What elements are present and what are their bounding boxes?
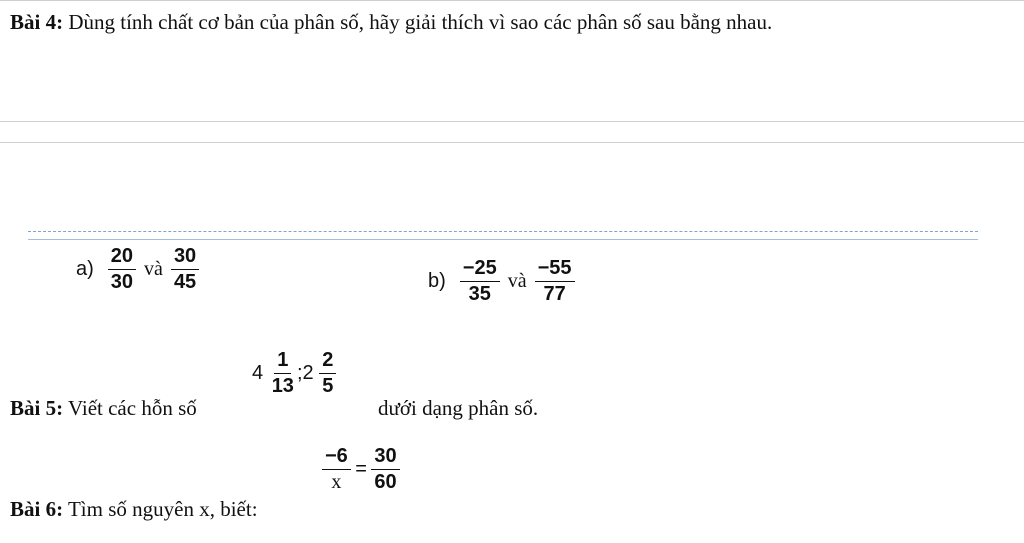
fraction-denominator: 77 <box>543 283 566 305</box>
dashed-divider <box>28 231 978 232</box>
fraction-b1 <box>460 258 500 305</box>
exercise-6-label: Bài 6: <box>10 497 64 521</box>
mixed2-whole: 2 <box>302 362 314 384</box>
blue-rule <box>28 239 978 240</box>
fraction-denominator: 45 <box>173 271 197 293</box>
top-border <box>0 0 1024 1</box>
part-b <box>428 258 575 305</box>
divider-bottom <box>0 142 1024 143</box>
exercise-5-label: Bài 5: <box>10 396 64 420</box>
exercise-4-label: Bài 4: <box>10 10 64 34</box>
exercise-6-text: Tìm số nguyên x, biết: <box>63 497 258 521</box>
fraction-numerator: −25 <box>460 258 500 282</box>
part-a <box>76 246 199 293</box>
exercise-5-prompt <box>10 396 197 421</box>
fraction-a1 <box>108 246 136 293</box>
fraction-denominator: 5 <box>322 375 334 397</box>
part-a-connector: và <box>144 258 163 280</box>
equation <box>322 446 400 493</box>
fraction-denominator: 13 <box>271 375 294 397</box>
exercise-5-suffix: dưới dạng phân số. <box>378 396 539 420</box>
exercise-6-prompt <box>10 497 258 522</box>
mixed1-fraction <box>269 350 297 397</box>
fraction-denominator: x <box>331 471 342 493</box>
divider-top <box>0 121 1024 122</box>
fraction-numerator: −55 <box>535 258 575 282</box>
exercise-4 <box>10 10 772 35</box>
fraction-b2 <box>535 258 575 305</box>
part-b-label: b) <box>428 270 446 292</box>
equation-lhs <box>322 446 351 493</box>
fraction-denominator: 35 <box>468 283 491 305</box>
mixed1-whole: 4 <box>252 362 264 384</box>
fraction-numerator: 1 <box>274 350 291 374</box>
part-b-connector: và <box>507 270 527 292</box>
mixed-numbers <box>252 350 336 397</box>
fraction-numerator: 30 <box>171 246 199 270</box>
exercise-4-text: Dùng tính chất cơ bản của phân số, hãy giải thích vì sao các phân số sau bằng nhau. <box>63 10 773 34</box>
fraction-numerator: −6 <box>322 446 351 470</box>
exercise-5-text: Viết các hỗn số <box>63 396 197 420</box>
fraction-denominator: 60 <box>374 471 397 493</box>
fraction-a2 <box>171 246 199 293</box>
mixed-separator: ; <box>296 362 303 384</box>
fraction-numerator: 2 <box>319 350 336 374</box>
fraction-denominator: 30 <box>110 271 134 293</box>
equation-rhs <box>371 446 399 493</box>
part-a-label: a) <box>76 258 94 280</box>
fraction-numerator: 30 <box>371 446 399 470</box>
mixed2-fraction <box>319 350 336 397</box>
equals-sign: = <box>355 458 367 480</box>
fraction-numerator: 20 <box>108 246 136 270</box>
